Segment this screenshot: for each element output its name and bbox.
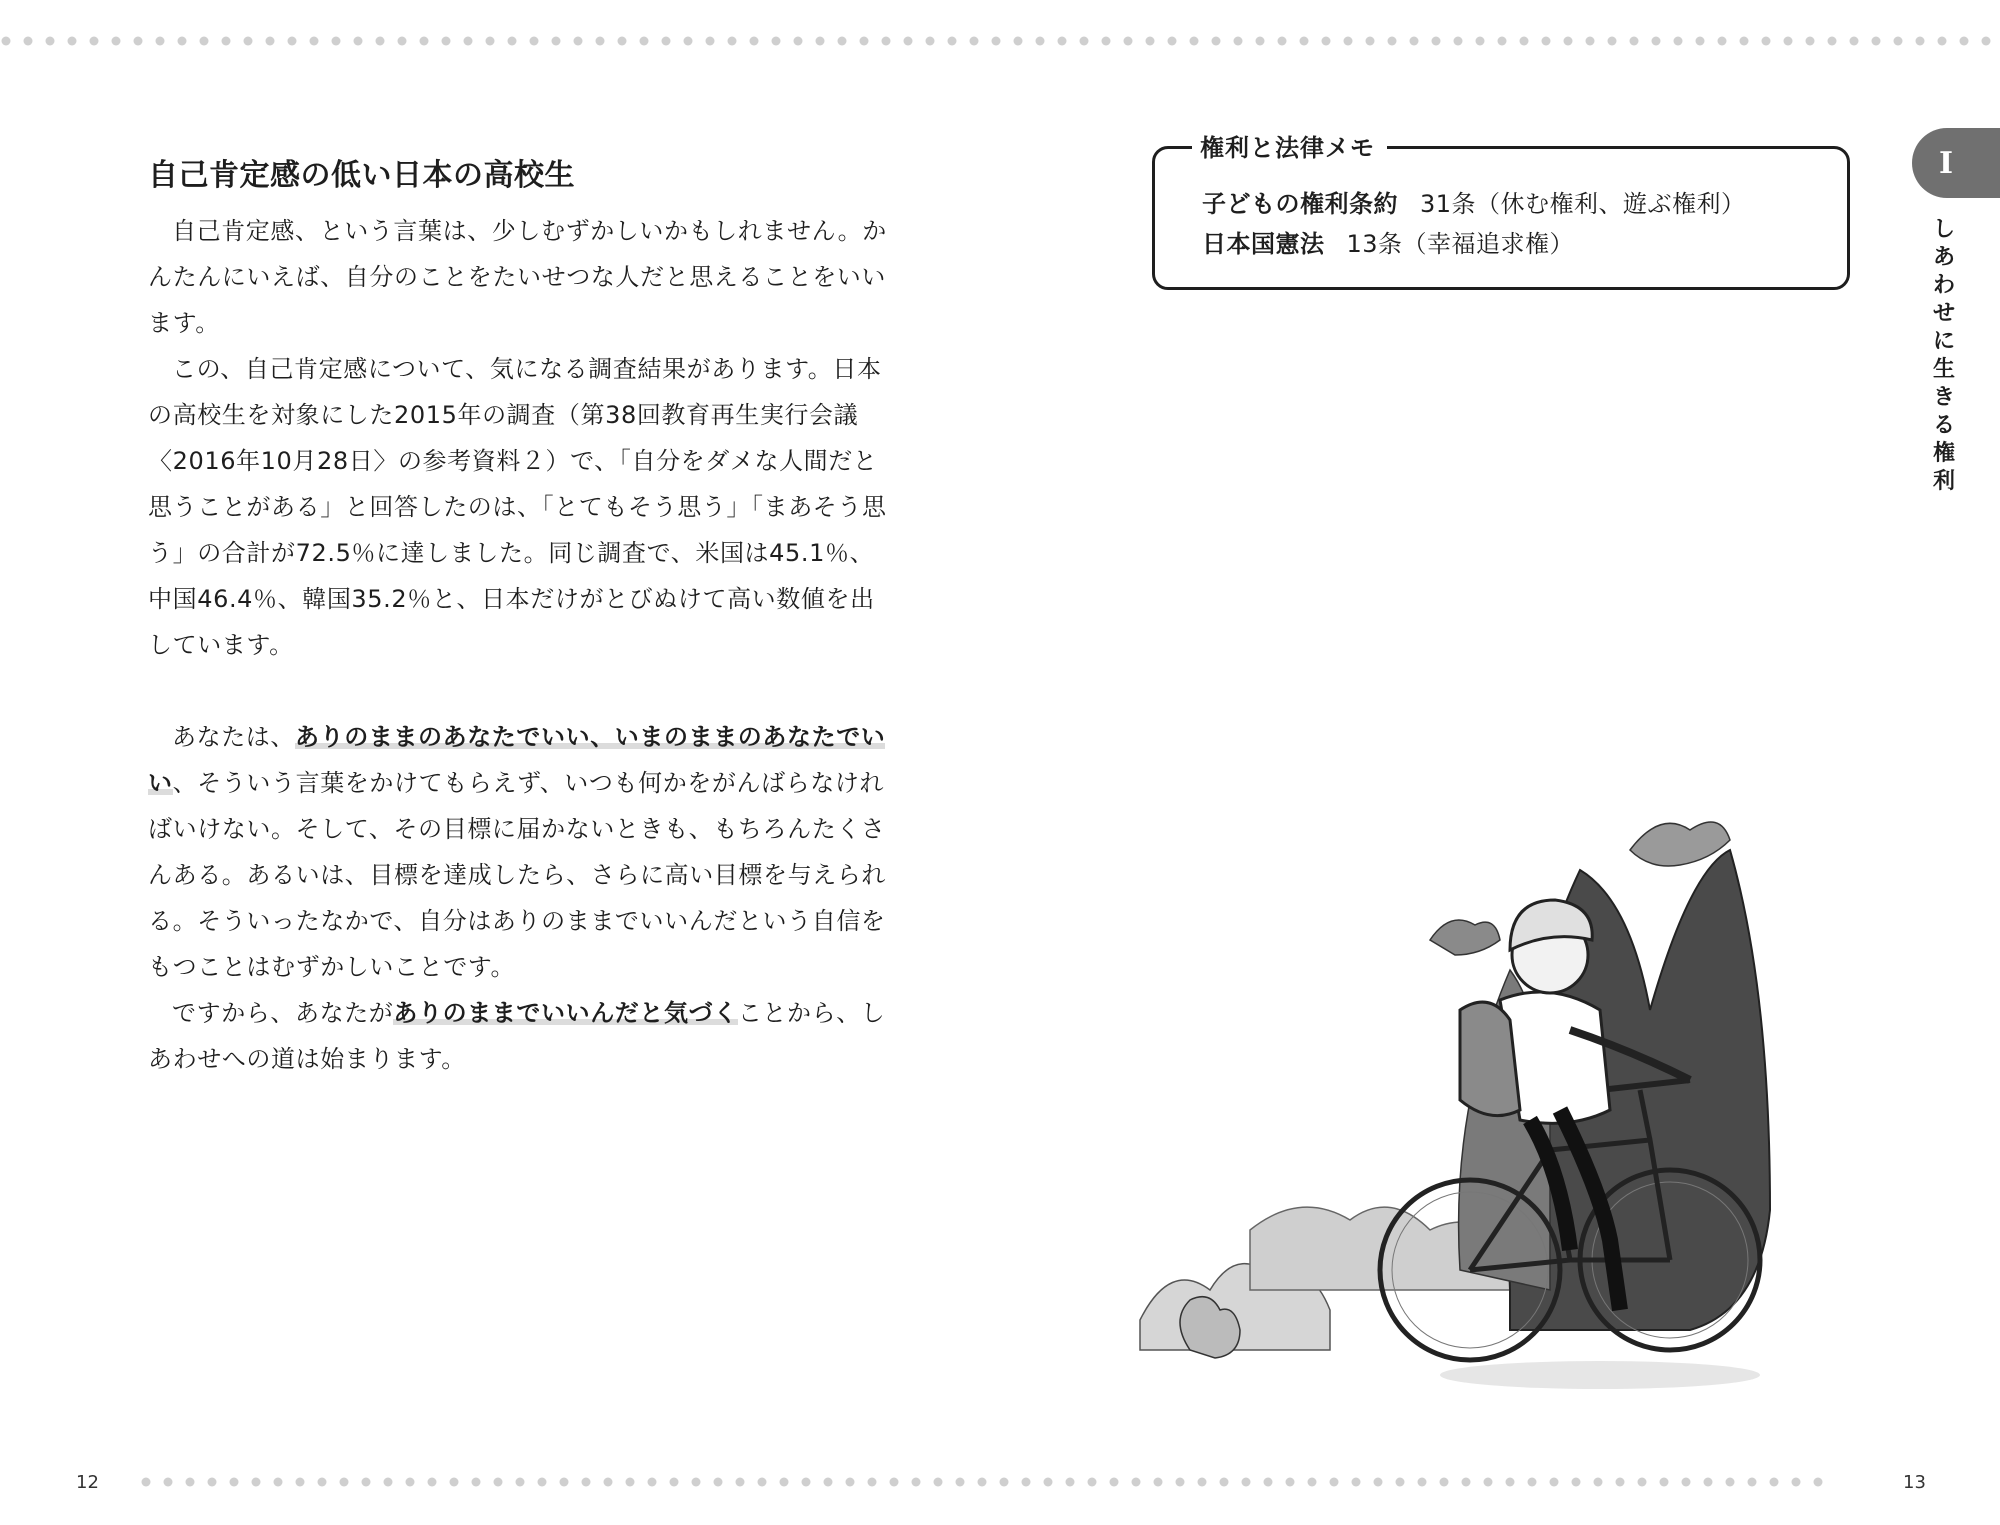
border-dot: [1176, 1478, 1185, 1487]
border-dot: [1124, 37, 1133, 46]
paragraph-3-rest: 、そういう言葉をかけてもらえず、いつも何かをがんばらなければいけない。そして、その目標に届かないときも、もちろんたくさんある。あるいは、目標を達成したら、さらに高い目標を与えられる。そういったなかで、自分はありのままでいいんだという自信をもつことはむずかしいことです。: [148, 769, 886, 981]
border-dot: [904, 37, 913, 46]
border-dot: [472, 1478, 481, 1487]
border-dot: [1498, 37, 1507, 46]
border-dot: [1828, 37, 1837, 46]
border-dot: [1718, 37, 1727, 46]
border-dot: [1740, 37, 1749, 46]
border-dot: [640, 37, 649, 46]
border-dot: [1418, 1478, 1427, 1487]
border-dot: [890, 1478, 899, 1487]
border-dot: [178, 37, 187, 46]
border-dot: [376, 37, 385, 46]
border-dot: [156, 37, 165, 46]
border-dot: [1352, 1478, 1361, 1487]
page-number-right: 13: [1903, 1472, 1926, 1493]
border-dot: [1022, 1478, 1031, 1487]
border-dot: [1088, 1478, 1097, 1487]
paragraph-3: [148, 714, 888, 990]
border-dot: [1894, 37, 1903, 46]
border-dot: [354, 37, 363, 46]
memo-detail-2: 13条（幸福追求権）: [1346, 230, 1575, 258]
bird-icon-left: [1430, 920, 1500, 955]
border-dot: [1550, 1478, 1559, 1487]
border-dot: [530, 37, 539, 46]
border-dot: [1190, 37, 1199, 46]
left-page-text: [148, 130, 888, 1082]
border-dot: [662, 37, 671, 46]
border-dot: [1564, 37, 1573, 46]
border-dot: [1674, 37, 1683, 46]
border-dot: [670, 1478, 679, 1487]
border-dot: [1344, 37, 1353, 46]
border-dot: [1638, 1478, 1647, 1487]
border-dot: [1806, 37, 1815, 46]
border-dot: [648, 1478, 657, 1487]
border-dot: [838, 37, 847, 46]
border-dot: [1300, 37, 1309, 46]
border-dot: [948, 37, 957, 46]
border-dot: [112, 37, 121, 46]
border-dot: [230, 1478, 239, 1487]
border-dot: [1454, 37, 1463, 46]
border-dot: [1586, 37, 1595, 46]
border-dot: [736, 1478, 745, 1487]
chapter-tab: I: [1912, 128, 2000, 198]
border-dot: [2, 37, 11, 46]
border-dot: [1220, 1478, 1229, 1487]
border-dot: [1058, 37, 1067, 46]
border-dot: [772, 37, 781, 46]
section-heading: 自己肯定感の低い日本の高校生: [148, 158, 575, 193]
border-dot: [1396, 1478, 1405, 1487]
border-dot: [46, 37, 55, 46]
border-dot: [802, 1478, 811, 1487]
rider-backpack: [1460, 1002, 1520, 1116]
border-dot: [332, 37, 341, 46]
border-dot: [310, 37, 319, 46]
border-dot: [560, 1478, 569, 1487]
border-dot: [1212, 37, 1221, 46]
paragraph-gap: [148, 668, 888, 714]
border-dot: [1264, 1478, 1273, 1487]
border-dot: [816, 37, 825, 46]
border-dot: [912, 1478, 921, 1487]
border-dot: [1938, 37, 1947, 46]
paragraph-4: [148, 990, 888, 1082]
border-dot: [750, 37, 759, 46]
border-dot: [1242, 1478, 1251, 1487]
border-dot: [1132, 1478, 1141, 1487]
border-dot: [1168, 37, 1177, 46]
border-dot: [274, 1478, 283, 1487]
border-dot: [978, 1478, 987, 1487]
border-dot: [1322, 37, 1331, 46]
border-dot: [494, 1478, 503, 1487]
border-dot: [1872, 37, 1881, 46]
border-dot: [1110, 1478, 1119, 1487]
border-dot: [868, 1478, 877, 1487]
bird-icon-top: [1630, 822, 1730, 866]
ground-shadow: [1440, 1361, 1760, 1389]
border-dot: [134, 37, 143, 46]
border-dot: [992, 37, 1001, 46]
border-dot: [604, 1478, 613, 1487]
border-dot: [824, 1478, 833, 1487]
border-dot: [1374, 1478, 1383, 1487]
bottom-dotted-border: [140, 1477, 1840, 1487]
border-dot: [1440, 1478, 1449, 1487]
border-dot: [1960, 37, 1969, 46]
memo-detail-1: 31条（休む権利、遊ぶ権利）: [1420, 190, 1746, 218]
border-dot: [200, 37, 209, 46]
border-dot: [1792, 1478, 1801, 1487]
border-dot: [1608, 37, 1617, 46]
border-dot: [420, 37, 429, 46]
border-dot: [618, 37, 627, 46]
border-dot: [626, 1478, 635, 1487]
border-dot: [1528, 1478, 1537, 1487]
border-dot: [926, 37, 935, 46]
border-dot: [1506, 1478, 1515, 1487]
border-dot: [970, 37, 979, 46]
border-dot: [758, 1478, 767, 1487]
border-dot: [24, 37, 33, 46]
border-dot: [1476, 37, 1485, 46]
memo-law-name-2: 日本国憲法: [1202, 230, 1325, 258]
border-dot: [1462, 1478, 1471, 1487]
border-dot: [1234, 37, 1243, 46]
border-dot: [956, 1478, 965, 1487]
paragraph-3-highlight: ありのままのあなたでいい、いまのままのあなたでいい: [148, 723, 886, 797]
border-dot: [1366, 37, 1375, 46]
memo-title: 権利と法律メモ: [1192, 128, 1387, 163]
border-dot: [1616, 1478, 1625, 1487]
border-dot: [1916, 37, 1925, 46]
border-dot: [1146, 37, 1155, 46]
border-dot: [1704, 1478, 1713, 1487]
paragraph-4-start: ですから、あなたが: [172, 999, 394, 1027]
border-dot: [1594, 1478, 1603, 1487]
border-dot: [1066, 1478, 1075, 1487]
border-dot: [684, 37, 693, 46]
border-dot: [516, 1478, 525, 1487]
border-dot: [1982, 37, 1991, 46]
border-dot: [486, 37, 495, 46]
border-dot: [318, 1478, 327, 1487]
border-dot: [728, 37, 737, 46]
border-dot: [1000, 1478, 1009, 1487]
border-dot: [846, 1478, 855, 1487]
border-dot: [1154, 1478, 1163, 1487]
border-dot: [428, 1478, 437, 1487]
border-dot: [398, 37, 407, 46]
border-dot: [596, 37, 605, 46]
memo-line-1: [1202, 184, 1746, 219]
border-dot: [464, 37, 473, 46]
border-dot: [1572, 1478, 1581, 1487]
memo-law-name-1: 子どもの権利条約: [1202, 190, 1398, 218]
border-dot: [340, 1478, 349, 1487]
border-dot: [692, 1478, 701, 1487]
border-dot: [1770, 1478, 1779, 1487]
border-dot: [362, 1478, 371, 1487]
border-dot: [1308, 1478, 1317, 1487]
border-dot: [1652, 37, 1661, 46]
border-dot: [244, 37, 253, 46]
paragraph-1: 自己肯定感、という言葉は、少しむずかしいかもしれません。かんたんにいえば、自分のことをたいせつな人だと思えることをいいます。: [148, 217, 887, 337]
border-dot: [1080, 37, 1089, 46]
border-dot: [1784, 37, 1793, 46]
paragraph-2: この、自己肯定感について、気になる調査結果があります。日本の高校生を対象にした2015年の調査（第38回教育再生実行会議〈2016年10月28日〉の参考資料２）で、「自分をダメな人間だと思うことがある」と回答したのは、「とてもそう思う」「まあそう思う」の合計が72.5％に達しました。同じ調査で、米国は45.1％、中国46.4％、韓国35.2％と、日本だけがとびぬけて高い数値を出しています。: [148, 355, 887, 659]
border-dot: [538, 1478, 547, 1487]
border-dot: [794, 37, 803, 46]
border-dot: [442, 37, 451, 46]
border-dot: [68, 37, 77, 46]
border-dot: [574, 37, 583, 46]
border-dot: [1726, 1478, 1735, 1487]
border-dot: [164, 1478, 173, 1487]
border-dot: [1630, 37, 1639, 46]
border-dot: [1748, 1478, 1757, 1487]
memo-line-2: [1202, 224, 1574, 259]
border-dot: [1542, 37, 1551, 46]
border-dot: [1014, 37, 1023, 46]
border-dot: [508, 37, 517, 46]
border-dot: [1814, 1478, 1823, 1487]
border-dot: [142, 1478, 151, 1487]
paragraph-4-highlight: ありのままでいいんだと気づく: [393, 999, 738, 1027]
border-dot: [706, 37, 715, 46]
chapter-title-vertical: しあわせに生きる権利: [1932, 217, 1955, 494]
border-dot: [252, 1478, 261, 1487]
border-dot: [1520, 37, 1529, 46]
border-dot: [714, 1478, 723, 1487]
border-dot: [384, 1478, 393, 1487]
border-dot: [450, 1478, 459, 1487]
border-dot: [1286, 1478, 1295, 1487]
border-dot: [1762, 37, 1771, 46]
border-dot: [186, 1478, 195, 1487]
border-dot: [90, 37, 99, 46]
border-dot: [1278, 37, 1287, 46]
border-dot: [222, 37, 231, 46]
bicycle-boy-illustration: [1130, 790, 1860, 1410]
border-dot: [1682, 1478, 1691, 1487]
border-dot: [266, 37, 275, 46]
border-dot: [406, 1478, 415, 1487]
border-dot: [1484, 1478, 1493, 1487]
border-dot: [934, 1478, 943, 1487]
border-dot: [1388, 37, 1397, 46]
border-dot: [1044, 1478, 1053, 1487]
border-dot: [1660, 1478, 1669, 1487]
page-number-left: 12: [76, 1472, 99, 1493]
border-dot: [1256, 37, 1265, 46]
border-dot: [582, 1478, 591, 1487]
border-dot: [1036, 37, 1045, 46]
paragraph-3-start: あなたは、: [172, 723, 295, 751]
border-dot: [208, 1478, 217, 1487]
border-dot: [552, 37, 561, 46]
border-dot: [1696, 37, 1705, 46]
border-dot: [1102, 37, 1111, 46]
border-dot: [882, 37, 891, 46]
border-dot: [296, 1478, 305, 1487]
border-dot: [780, 1478, 789, 1487]
top-dotted-border: [0, 36, 2000, 46]
border-dot: [288, 37, 297, 46]
border-dot: [1330, 1478, 1339, 1487]
border-dot: [1198, 1478, 1207, 1487]
border-dot: [1432, 37, 1441, 46]
paragraph-4-rest: ことから、しあわせへの道は始まります。: [148, 999, 886, 1073]
border-dot: [1850, 37, 1859, 46]
border-dot: [1410, 37, 1419, 46]
border-dot: [860, 37, 869, 46]
